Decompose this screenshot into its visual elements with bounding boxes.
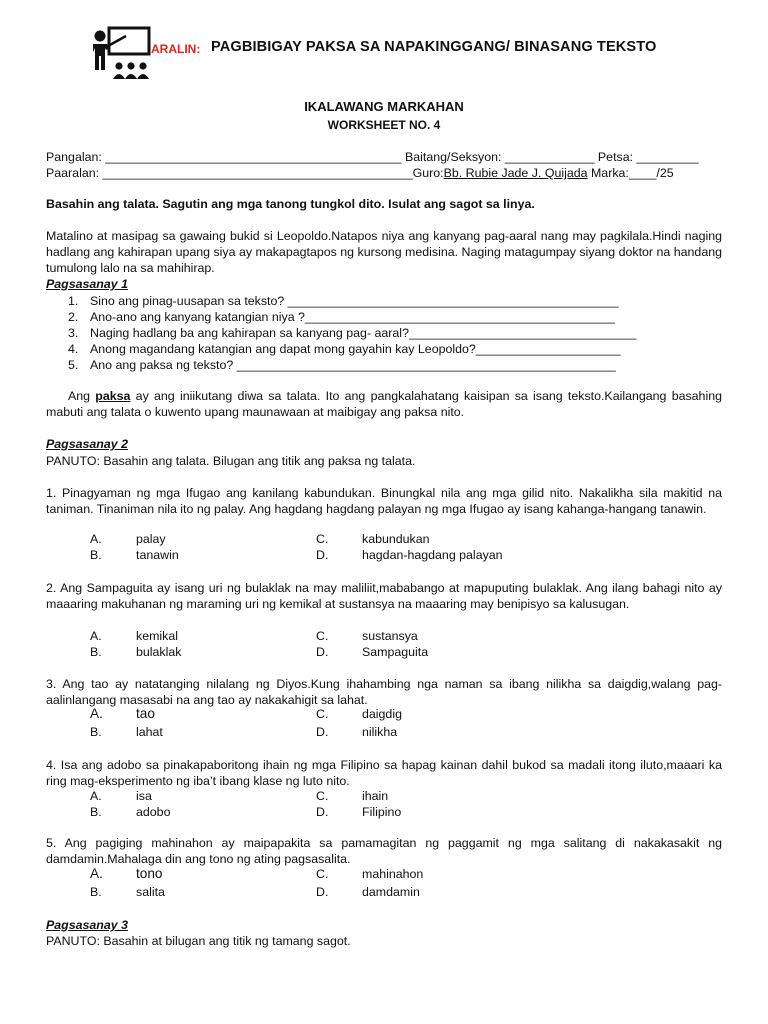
paksa-note-post: ay ang iniikutang diwa sa talata. Ito ang pangkalahatang kaisipan sa isang teksto.Kailangang basahing mabuti ang talata o kuwento upang maunawaan at maibigay ang paksa nito. [46, 389, 722, 419]
question-number: 1. [68, 294, 79, 308]
choice-letter[interactable]: A. [90, 866, 103, 881]
pagsasanay-3-panuto: PANUTO: Basahin at bilugan ang titik ng tamang sagot. [46, 934, 351, 948]
choice-letter[interactable]: C. [316, 629, 329, 643]
question-text: Sino ang pinag-uusapan sa teksto? ________________________________________________ [90, 294, 619, 308]
aralin-label: ARALIN: [151, 42, 201, 56]
quarter-heading: IKALAWANG MARKAHAN [304, 99, 464, 114]
question-number: 5. [68, 358, 79, 372]
choice-letter[interactable]: B. [90, 645, 102, 659]
choice-text: daigdig [362, 707, 402, 721]
question-item [68, 341, 621, 357]
choice-text: tao [136, 706, 155, 721]
choice-text: lahat [136, 725, 163, 739]
choice-text: tanawin [136, 548, 179, 562]
question-text: Naging hadlang ba ang kahirapan sa kanyang pag- aaral?_________________________________ [90, 326, 637, 340]
choice-text: bulaklak [136, 645, 182, 659]
choice-letter[interactable]: A. [90, 532, 102, 546]
choice-text: palay [136, 532, 166, 546]
paragraph-item: 3. Ang tao ay natatanging nilalang ng Diyos.Kung ihahambing nga naman sa ibang nilikha sa daigdig,walang pag-aalinlangang masasabi na ang tao ay nakakahigit sa lahat. [46, 677, 722, 707]
paragraph-item: 2. Ang Sampaguita ay isang uri ng bulaklak na may maliliit,mababango at mapuputing bulaklak. Ang ilang bahagi nito ay maaaring makuhanan ng maraming uri ng kemikal at sustansya na maaaring may benipisyo sa kalusugan. [46, 581, 722, 611]
choice-text: kemikal [136, 629, 178, 643]
choice-letter[interactable]: A. [90, 629, 102, 643]
question-item [68, 357, 616, 373]
paragraph-item: 1. Pinagyaman ng mga Ifugao ang kanilang kabundukan. Binungkal nila ang mga gilid nito. Nakalikha sila makitid na taniman. Tinaniman nila ito ng palay. Ang hagdang hagdang palayan ng mga Ifugao ay isang kahanga-hangang tanawin. [46, 486, 722, 516]
choice-text: ihain [362, 789, 389, 803]
teacher-presentation-icon [88, 26, 152, 88]
choice-text: damdamin [362, 885, 420, 899]
name-grade-date-line: Pangalan: ___________________________________________ Baitang/Seksyon: _____________ Petsa: _________ [46, 150, 699, 164]
passage-text: Matalino at masipag sa gawaing bukid si Leopoldo.Natapos niya ang kanyang pag-aaral nang may pagkilala.Hindi naging hadlang ang kahirapan upang siya ay makapagtapos ng kursong medisina. Naging matagumpay siyang doktor na handang tumulong lalo na sa mahihirap. [46, 229, 722, 275]
score-label: Marka:____/25 [587, 166, 674, 180]
choice-text: hagdan-hagdang palayan [362, 548, 503, 562]
choice-text: nilikha [362, 725, 398, 739]
choice-text: kabundukan [362, 532, 430, 546]
choice-text: sustansya [362, 629, 418, 643]
choice-text: adobo [136, 805, 171, 819]
choice-letter[interactable]: B. [90, 548, 102, 562]
pagsasanay-2-title: Pagsasanay 2 [46, 437, 128, 451]
choice-letter[interactable]: D. [316, 645, 329, 659]
pagsasanay-3-title: Pagsasanay 3 [46, 918, 128, 932]
paksa-note [46, 388, 722, 420]
question-item [68, 309, 615, 325]
choice-letter[interactable]: B. [90, 725, 102, 739]
choice-letter[interactable]: C. [316, 532, 329, 546]
pagsasanay-2-panuto: PANUTO: Basahin ang talata. Bilugan ang titik ang paksa ng talata. [46, 454, 416, 468]
question-text: Ano ang paksa ng teksto? _______________________________________________________ [90, 358, 616, 372]
paksa-keyword: paksa [95, 389, 131, 403]
choice-letter[interactable]: D. [316, 548, 329, 562]
choice-text: salita [136, 885, 165, 899]
question-number: 4. [68, 342, 79, 356]
pagsasanay-1-title: Pagsasanay 1 [46, 277, 128, 291]
question-item [68, 293, 618, 309]
choice-text: Filipino [362, 805, 402, 819]
question-item [68, 325, 636, 341]
school-label: Paaralan: _____________________________________________Guro: [46, 166, 444, 180]
paksa-note-pre: Ang [68, 389, 96, 403]
instructions: Basahin ang talata. Sagutin ang mga tanong tungkol dito. Isulat ang sagot sa linya. [46, 197, 535, 211]
choice-letter[interactable]: A. [90, 706, 103, 721]
choice-letter[interactable]: B. [90, 885, 102, 899]
paragraph-item: 5. Ang pagiging mahinahon ay maipapakita sa pamamagitan ng paggamit ng mga salitang di nakakasakit ng damdamin.Mahalaga din ang tono ng ating pagsasalita. [46, 836, 722, 866]
choice-text: mahinahon [362, 867, 424, 881]
worksheet-number: WORKSHEET NO. 4 [327, 118, 441, 132]
choice-text: tono [136, 866, 163, 881]
lesson-title: PAGBIBIGAY PAKSA SA NAPAKINGGANG/ BINASANG TEKSTO [211, 39, 657, 55]
choice-text: isa [136, 789, 152, 803]
question-text: Anong magandang katangian ang dapat mong gayahin kay Leopoldo?_____________________ [90, 342, 621, 356]
choice-letter[interactable]: C. [316, 789, 329, 803]
choice-letter[interactable]: D. [316, 885, 329, 899]
teacher-name: Bb. Rubie Jade J. Quijada [443, 166, 588, 180]
question-number: 3. [68, 326, 79, 340]
choice-letter[interactable]: B. [90, 805, 102, 819]
choice-letter[interactable]: C. [316, 867, 329, 881]
paragraph-item: 4. Isa ang adobo sa pinakapaboritong ihain ng mga Filipino sa hapag kainan dahil bukod sa madali itong iluto,maaari ka ring mag-eksperimento ng iba’t ibang klase ng luto nito. [46, 758, 722, 788]
choice-letter[interactable]: A. [90, 789, 102, 803]
question-number: 2. [68, 310, 79, 324]
choice-letter[interactable]: D. [316, 725, 329, 739]
choice-text: Sampaguita [362, 645, 429, 659]
choice-letter[interactable]: D. [316, 805, 329, 819]
question-text: Ano-ano ang kanyang katangian niya ?_____________________________________________ [90, 310, 616, 324]
school-teacher-score-line [46, 165, 674, 181]
choice-letter[interactable]: C. [316, 707, 329, 721]
